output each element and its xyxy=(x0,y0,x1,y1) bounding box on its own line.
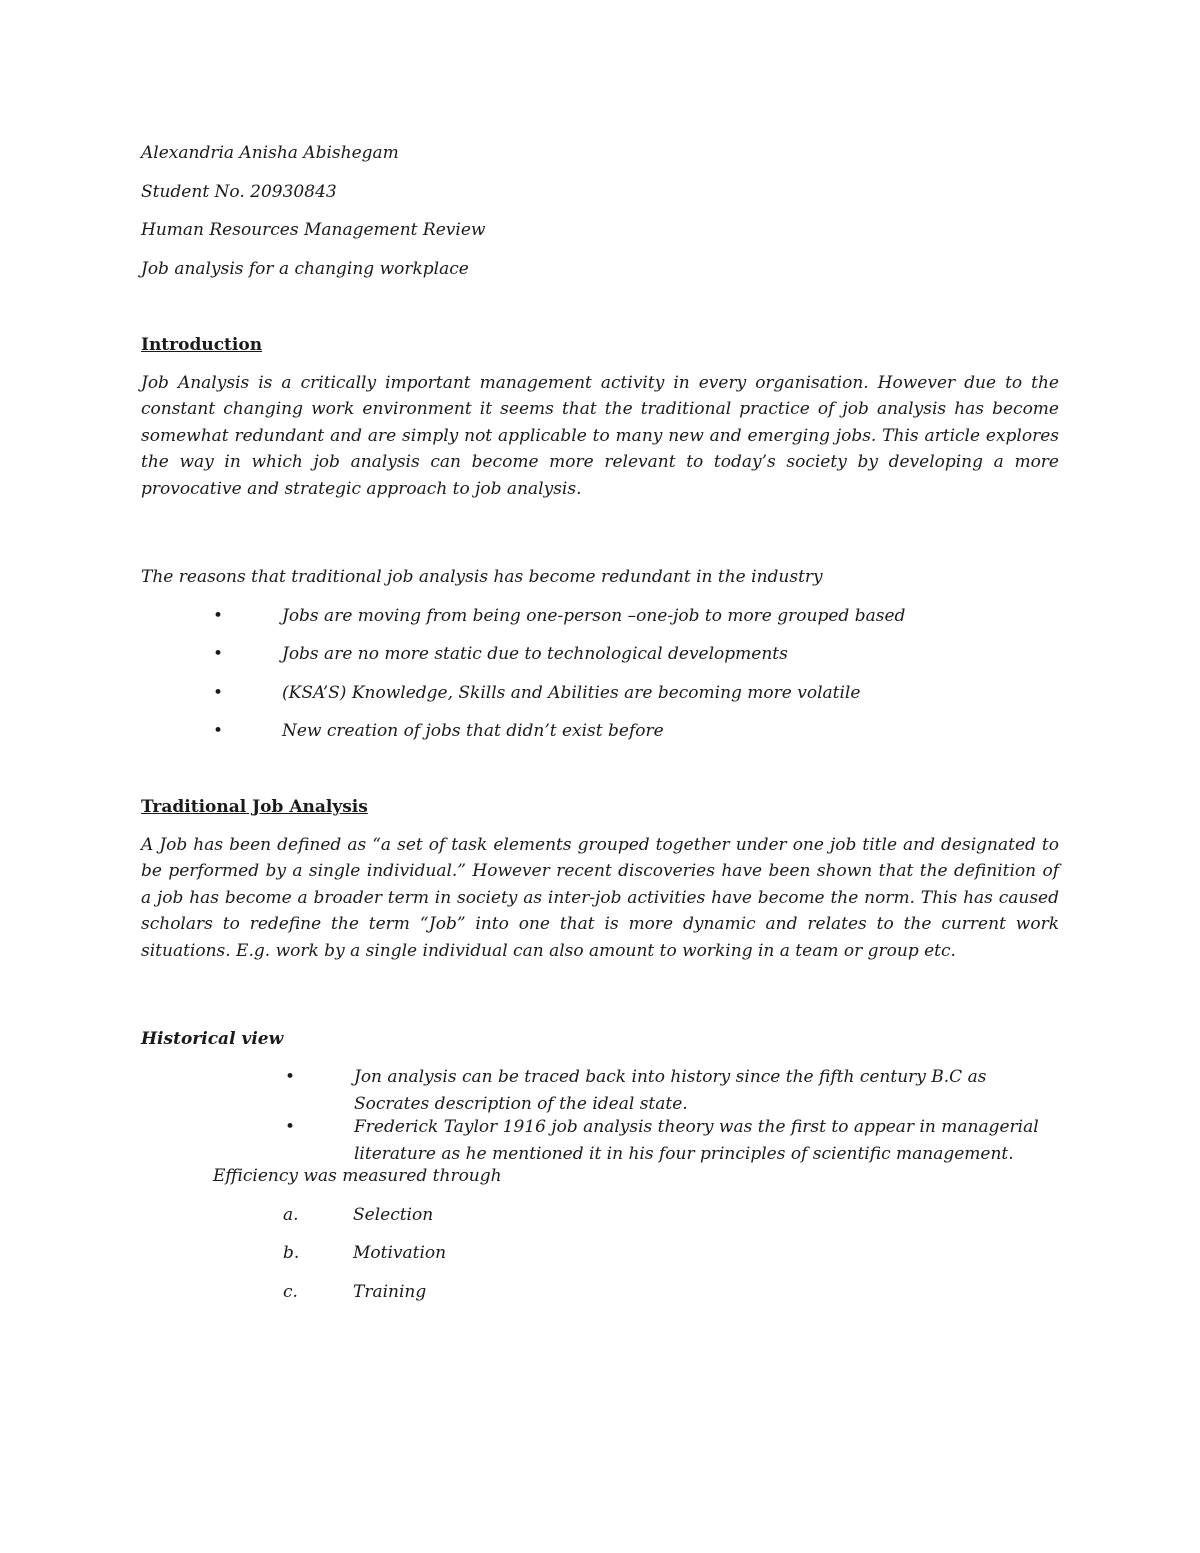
list-label: a. xyxy=(283,1204,299,1225)
introduction-body: Job Analysis is a critically important management activity in every organisation. However due to the constant changing work environment it seems that the traditional practice of job analysis has become somewhat redundant and are simply not applicable to many new and emerging jobs. This article explores the way in which job analysis can become more relevant to today’s society by developing a more provocative and strategic approach to job analysis. xyxy=(141,372,1059,499)
author-name: Alexandria Anisha Abishegam xyxy=(141,143,399,163)
list-item: c. Training xyxy=(141,1279,1059,1318)
bullet-icon: • xyxy=(213,644,224,664)
list-item: • Jon analysis can be traced back into history since the fifth century B.C as Socrates description of the ideal state. xyxy=(213,1064,1059,1103)
list-item: • New creation of jobs that didn’t exist before xyxy=(141,718,1059,757)
course-name: Human Resources Management Review xyxy=(141,220,486,240)
efficiency-lead: Efficiency was measured through xyxy=(213,1166,502,1186)
document-title: Job analysis for a changing workplace xyxy=(141,258,469,279)
document-page xyxy=(141,140,1059,1317)
list-item: • Jobs are moving from being one-person –one-job to more grouped based xyxy=(141,603,1059,642)
list-item: • Frederick Taylor 1916 job analysis theory was the first to appear in managerial literature as he mentioned it in his four principles of scientific management. xyxy=(213,1114,1059,1153)
bullet-icon: • xyxy=(285,1067,296,1087)
historical-heading: Historical view xyxy=(141,1029,284,1049)
traditional-heading: Traditional Job Analysis xyxy=(141,796,368,817)
efficiency-list xyxy=(141,1202,1059,1318)
list-label: c. xyxy=(283,1281,298,1302)
bullet-icon: • xyxy=(213,682,224,703)
bullet-icon: • xyxy=(213,605,224,626)
list-item: a. Selection xyxy=(141,1202,1059,1241)
introduction-heading: Introduction xyxy=(141,334,263,355)
historical-list xyxy=(141,1064,1059,1164)
list-item: • (KSA’S) Knowledge, Skills and Abilities are becoming more volatile xyxy=(141,680,1059,719)
list-item: b. Motivation xyxy=(141,1240,1059,1279)
student-number: Student No. 20930843 xyxy=(141,181,337,202)
list-item: • Jobs are no more static due to technological developments xyxy=(141,641,1059,680)
reasons-lead: The reasons that traditional job analysis has become redundant in the industry xyxy=(141,567,823,587)
list-label: b. xyxy=(283,1243,300,1263)
bullet-icon: • xyxy=(213,721,224,741)
bullet-icon: • xyxy=(285,1116,296,1137)
reasons-list xyxy=(141,603,1059,757)
traditional-body: A Job has been defined as “a set of task elements grouped together under one job title and designated to be performed by a single individual.” However recent discoveries have been shown that the definition of a job has become a broader term in society as inter-job activities have become the norm. This has caused scholars to redefine the term “Job” into one that is more dynamic and relates to the current work situations. E.g. work by a single individual can also amount to working in a team or group etc. xyxy=(141,834,1059,961)
